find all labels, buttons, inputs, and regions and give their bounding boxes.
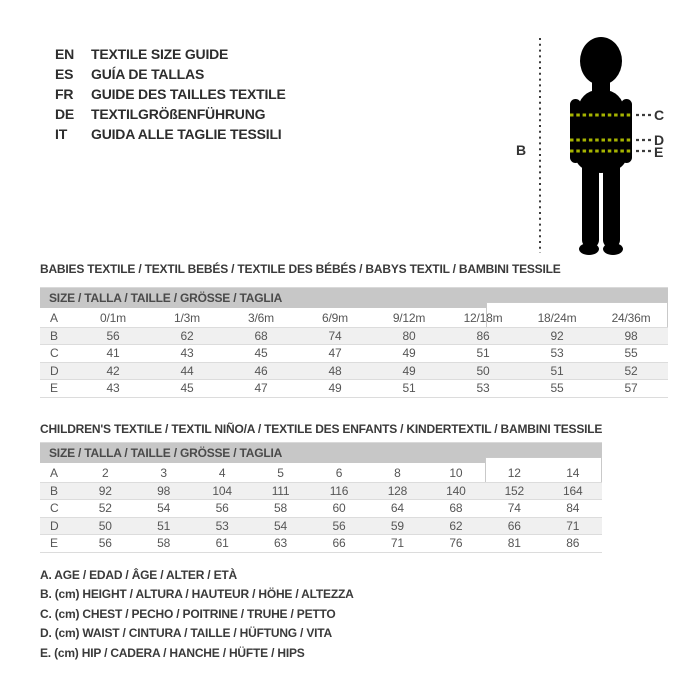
size-cell: 58 (157, 536, 171, 551)
size-cell: 43 (106, 381, 120, 396)
size-cell: 49 (402, 346, 416, 361)
size-cell: 53 (550, 346, 564, 361)
size-cell: 3 (160, 466, 167, 481)
size-cell: 84 (566, 501, 580, 516)
size-cell: 74 (507, 501, 521, 516)
language-code: IT (55, 126, 68, 142)
size-cell: 76 (449, 536, 463, 551)
size-cell: 50 (98, 518, 112, 533)
size-cell: 128 (387, 483, 408, 498)
language-label: GUIDE DES TAILLES TEXTILE (91, 86, 286, 102)
table-row (40, 500, 602, 518)
size-cell: 64 (390, 501, 404, 516)
size-cell: 1/3m (174, 311, 200, 326)
child-silhouette-icon (570, 37, 632, 255)
size-cell: 45 (254, 346, 268, 361)
size-cell: 71 (390, 536, 404, 551)
children-table-rows (40, 465, 602, 553)
size-cell: 68 (254, 328, 268, 343)
language-code: ES (55, 66, 74, 82)
size-cell: 71 (566, 518, 580, 533)
size-cell: 48 (328, 363, 342, 378)
size-cell: 152 (504, 483, 524, 498)
hip-label: E (654, 144, 664, 160)
size-cell: 86 (566, 536, 580, 551)
size-cell: 3/6m (248, 311, 274, 326)
size-cell: 49 (402, 363, 416, 378)
size-cell: 66 (507, 518, 521, 533)
legend-line: B. (cm) HEIGHT / ALTURA / HAUTEUR / HÖHE / ALTEZZA (40, 587, 354, 602)
size-cell: 47 (254, 381, 268, 396)
language-label: TEXTILE SIZE GUIDE (91, 46, 229, 62)
size-cell: 41 (106, 346, 120, 361)
babies-section-title: BABIES TEXTILE / TEXTIL BEBÉS / TEXTILE DES BÉBÉS / BABYS TEXTIL / BAMBINI TESSILE (40, 262, 561, 276)
size-cell: 62 (180, 328, 194, 343)
size-cell: 45 (180, 381, 194, 396)
size-cell: 59 (390, 518, 404, 533)
size-cell: 12 (507, 466, 521, 481)
table-row (40, 328, 668, 346)
size-cell: 60 (332, 501, 346, 516)
table-row (40, 465, 602, 483)
size-cell: 52 (98, 501, 112, 516)
size-cell: 51 (402, 381, 416, 396)
row-letter: B (50, 483, 58, 498)
children-size-header-bar: SIZE / TALLA / TAILLE / GRÖSSE / TAGLIA (40, 442, 602, 463)
size-cell: 104 (212, 483, 232, 498)
size-cell: 4 (218, 466, 226, 481)
babies-size-table (40, 287, 668, 398)
size-cell: 57 (624, 381, 638, 396)
height-label: B (516, 142, 527, 158)
size-cell: 43 (180, 346, 194, 361)
size-cell: 68 (449, 501, 463, 516)
size-cell: 47 (328, 346, 342, 361)
table-row (40, 518, 602, 536)
language-row (55, 64, 286, 84)
size-cell: 116 (329, 483, 349, 498)
table-row (40, 483, 602, 501)
row-letter: A (50, 466, 58, 481)
language-row (55, 84, 286, 104)
language-label: GUIDA ALLE TAGLIE TESSILI (91, 126, 282, 142)
size-cell: 14 (566, 466, 580, 481)
row-letter: A (50, 311, 58, 326)
waist-label: D (654, 132, 665, 148)
size-cell: 58 (274, 501, 287, 516)
size-cell: 66 (332, 536, 346, 551)
size-cell: 9/12m (392, 311, 426, 326)
legend-line: C. (cm) CHEST / PECHO / POITRINE / TRUHE / PETTO (40, 606, 336, 621)
children-size-table (40, 442, 602, 553)
size-cell: 24/36m (611, 311, 651, 326)
row-letter: E (50, 536, 58, 551)
size-cell: 61 (215, 536, 229, 551)
size-cell: 2 (101, 466, 109, 481)
size-cell: 5 (277, 466, 284, 481)
babies-table-rows (40, 310, 668, 398)
size-cell: 8 (394, 466, 401, 481)
table-row (40, 535, 602, 553)
row-letter: D (50, 363, 59, 378)
row-letter: C (50, 346, 59, 361)
size-cell: 63 (274, 536, 287, 551)
size-cell: 92 (550, 328, 564, 343)
table-row (40, 363, 668, 381)
size-cell: 55 (624, 346, 638, 361)
size-cell: 54 (157, 501, 171, 516)
size-cell: 92 (98, 483, 112, 498)
language-row (55, 44, 286, 64)
row-letter: D (50, 518, 59, 533)
size-cell: 42 (106, 363, 120, 378)
language-label: TEXTILGRÖßENFÜHRUNG (91, 106, 266, 122)
size-cell: 0/1m (100, 311, 126, 326)
size-cell: 98 (624, 328, 638, 343)
table-row (40, 380, 668, 398)
language-code: EN (55, 46, 75, 62)
size-cell: 10 (449, 466, 463, 481)
legend-line: E. (cm) HIP / CADERA / HANCHE / HÜFTE / HIPS (40, 645, 305, 660)
size-cell: 51 (550, 363, 564, 378)
size-cell: 56 (332, 518, 346, 533)
babies-size-header-bar: SIZE / TALLA / TAILLE / GRÖSSE / TAGLIA (40, 287, 668, 308)
size-cell: 6/9m (322, 311, 348, 326)
size-cell: 12/18m (463, 311, 503, 326)
size-cell: 46 (254, 363, 268, 378)
size-cell: 80 (402, 328, 416, 343)
row-letter: C (50, 501, 59, 516)
chest-label: C (654, 107, 665, 123)
table-row (40, 310, 668, 328)
size-cell: 86 (476, 328, 490, 343)
language-row (55, 124, 286, 144)
size-cell: 54 (274, 518, 287, 533)
language-list (55, 44, 286, 144)
size-cell: 44 (180, 363, 194, 378)
size-cell: 53 (215, 518, 229, 533)
size-cell: 56 (98, 536, 112, 551)
size-cell: 81 (507, 536, 521, 551)
size-cell: 6 (335, 466, 343, 481)
size-cell: 51 (476, 346, 490, 361)
size-cell: 56 (215, 501, 229, 516)
size-cell: 56 (106, 328, 120, 343)
size-cell: 18/24m (537, 311, 577, 326)
size-cell: 98 (157, 483, 171, 498)
size-cell: 140 (446, 483, 466, 498)
children-section-title: CHILDREN'S TEXTILE / TEXTIL NIÑO/A / TEXTILE DES ENFANTS / KINDERTEXTIL / BAMBINI TESSILE (40, 422, 603, 436)
size-cell: 55 (550, 381, 564, 396)
legend-line: D. (cm) WAIST / CINTURA / TAILLE / HÜFTUNG / VITA (40, 626, 332, 641)
size-cell: 50 (476, 363, 490, 378)
language-code: FR (55, 86, 74, 102)
size-cell: 53 (476, 381, 490, 396)
size-cell: 164 (563, 483, 583, 498)
table-row (40, 345, 668, 363)
legend-line: A. AGE / EDAD / ÂGE / ALTER / ETÀ (40, 568, 237, 582)
row-letter: E (50, 381, 58, 396)
size-cell: 51 (157, 518, 171, 533)
size-cell: 74 (328, 328, 342, 343)
measure-legend (40, 566, 354, 663)
language-row (55, 104, 286, 124)
size-cell: 52 (624, 363, 638, 378)
size-cell: 111 (271, 483, 290, 498)
language-code: DE (55, 106, 75, 122)
size-cell: 62 (449, 518, 463, 533)
language-label: GUÍA DE TALLAS (91, 66, 205, 82)
size-cell: 49 (328, 381, 342, 396)
row-letter: B (50, 328, 58, 343)
child-silhouette-figure (490, 20, 700, 270)
